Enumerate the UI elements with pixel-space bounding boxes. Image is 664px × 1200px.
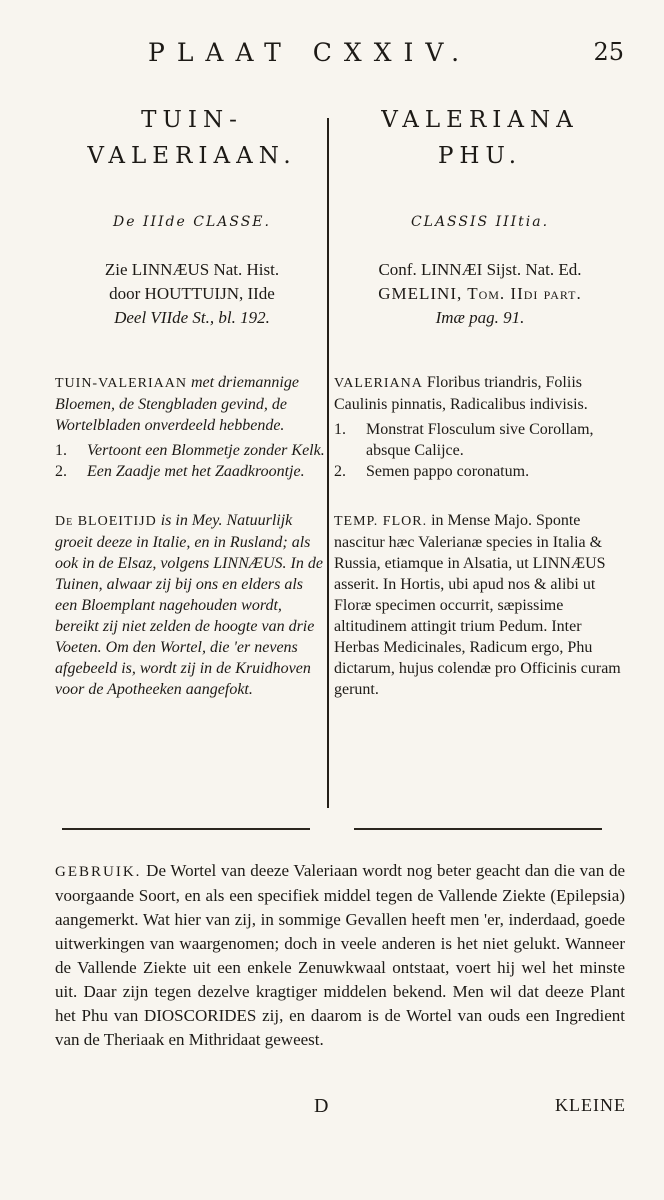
left-ref-line-2: door HOUTTUIJN, IIde [109, 284, 275, 303]
usage-text: De Wortel van deeze Valeriaan wordt nog beter geacht dan die van de voorgaande Soort, en als een specifiek middel tegen de Vallende Ziekte (Epilepsia) aangemerkt. Wat hier van zij, in sommige Gevallen heeft men 'er, inderdaad, goede uitwerkingen van waargenomen; doch in veele anderen is het niet gelukt. Wanneer de Vallende Ziekte uit een enkele Zenuwkwaal ontstaat, voert hij wel het minste uit. Daar zijn tegen dezelve kragtiger middelen bekend. Men wil dat deeze Plant het Phu van DIOSCORIDES zij, en daarom is de Wortel van ouds een Ingredient van de Theriaak en Mithridaat geweest. [55, 861, 625, 1049]
right-ref-line-2: GMELINI, Tom. IIdi part. [378, 284, 582, 303]
right-ref-line-1: Conf. LINNÆI Sijst. Nat. Ed. [378, 260, 582, 279]
left-list-item-number: 2. [55, 463, 67, 480]
left-list-item-number: 1. [55, 442, 67, 459]
page-header [0, 38, 664, 70]
right-flowering-text: in Mense Majo. Sponte nascitur hæc Valerianæ species in Italia & Russia, etiamque in Alsatia, ut LINNÆUS asserit. In Hortis, ubi apud nos & alibi ut Floræ specimen occurrit, sæpissime altitudinem attingit trium Pedum. Inter Herbas Medicinales, Radicum ergo, Phu dictarum, hujus colendæ pro Officinis curam gerunt. [334, 512, 621, 698]
left-ref-line-3: Deel VIIde St., bl. 192. [114, 308, 270, 327]
left-ref-line-1: Zie LINNÆUS Nat. Hist. [104, 260, 280, 279]
right-references [334, 258, 626, 330]
left-flowering-text: is in Mey. Natuurlijk groeit deeze in Italie, en in Rusland; als ook in de Elsaz, volgens LINNÆUS. In de Tuinen, alwaar zij bij ons en elders als een Bloemplant nagehouden wordt, bereikt zij niet zelden de hoogte van drie Voeten. Om den Wortel, die 'er nevens afgebeeld is, wordt zij in de Kruidhoven voor de Apotheeken aangefokt. [55, 512, 323, 698]
right-flowering-paragraph [334, 510, 626, 700]
right-description-lead: VALERIANA [334, 376, 423, 391]
right-list-item-text: Semen pappo coronatum. [366, 463, 530, 480]
right-list-item-number: 2. [334, 463, 346, 480]
left-classe: De IIIde CLASSE. [113, 214, 271, 230]
page-number: 25 [593, 38, 624, 66]
left-column [55, 102, 329, 700]
right-title-line-2: PHU. [437, 143, 523, 169]
left-list-item-text: Een Zaadje met het Zaadkroontje. [87, 463, 305, 480]
right-ref-line-3: Imæ pag. 91. [435, 308, 525, 327]
right-flowering-lead: TEMP. FLOR. [334, 514, 428, 529]
signature-mark: D [314, 1095, 329, 1117]
left-title-line-2: VALERIAAN. [87, 143, 297, 169]
left-references [55, 258, 329, 330]
left-description [55, 372, 329, 436]
right-title [334, 102, 626, 202]
left-list-item [55, 440, 329, 461]
right-description [334, 372, 626, 415]
right-numbered-list [334, 419, 626, 482]
plate-title: PLAAT CXXIV. [148, 38, 472, 67]
section-rule-right [354, 828, 602, 830]
right-column [334, 102, 626, 700]
right-title-line-1: VALERIANA [381, 107, 579, 133]
right-classe: CLASSIS IIItia. [410, 214, 550, 230]
section-rule-left [62, 828, 310, 830]
left-description-lead: TUIN-VALERIAAN [55, 376, 187, 391]
left-list-item [55, 461, 329, 482]
catchword: KLEINE [555, 1095, 626, 1115]
left-flowering-lead: De BLOEITIJD [55, 514, 157, 529]
left-description-text: met driemannige Bloemen, de Stengbladen gevind, de Wortelbladen onverdeeld hebbende. [55, 374, 299, 434]
right-list-item-text: Monstrat Flosculum sive Corollam, absque Calijce. [366, 421, 594, 459]
right-list-item [334, 461, 626, 482]
left-title [55, 102, 329, 202]
left-list-item-text: Vertoont een Blommetje zonder Kelk. [87, 442, 325, 459]
page-footer [0, 1095, 664, 1123]
left-numbered-list [55, 440, 329, 482]
section-rule [40, 828, 624, 830]
left-flowering-paragraph [55, 510, 329, 700]
usage-lead: GEBRUIK. [55, 864, 142, 880]
right-description-text: Floribus triandris, Foliis Caulinis pinnatis, Radicalibus indivisis. [334, 374, 588, 413]
right-list-item-number: 1. [334, 421, 346, 438]
usage-paragraph [55, 859, 625, 1052]
left-title-line-1: TUIN- [141, 107, 243, 133]
right-list-item [334, 419, 626, 461]
